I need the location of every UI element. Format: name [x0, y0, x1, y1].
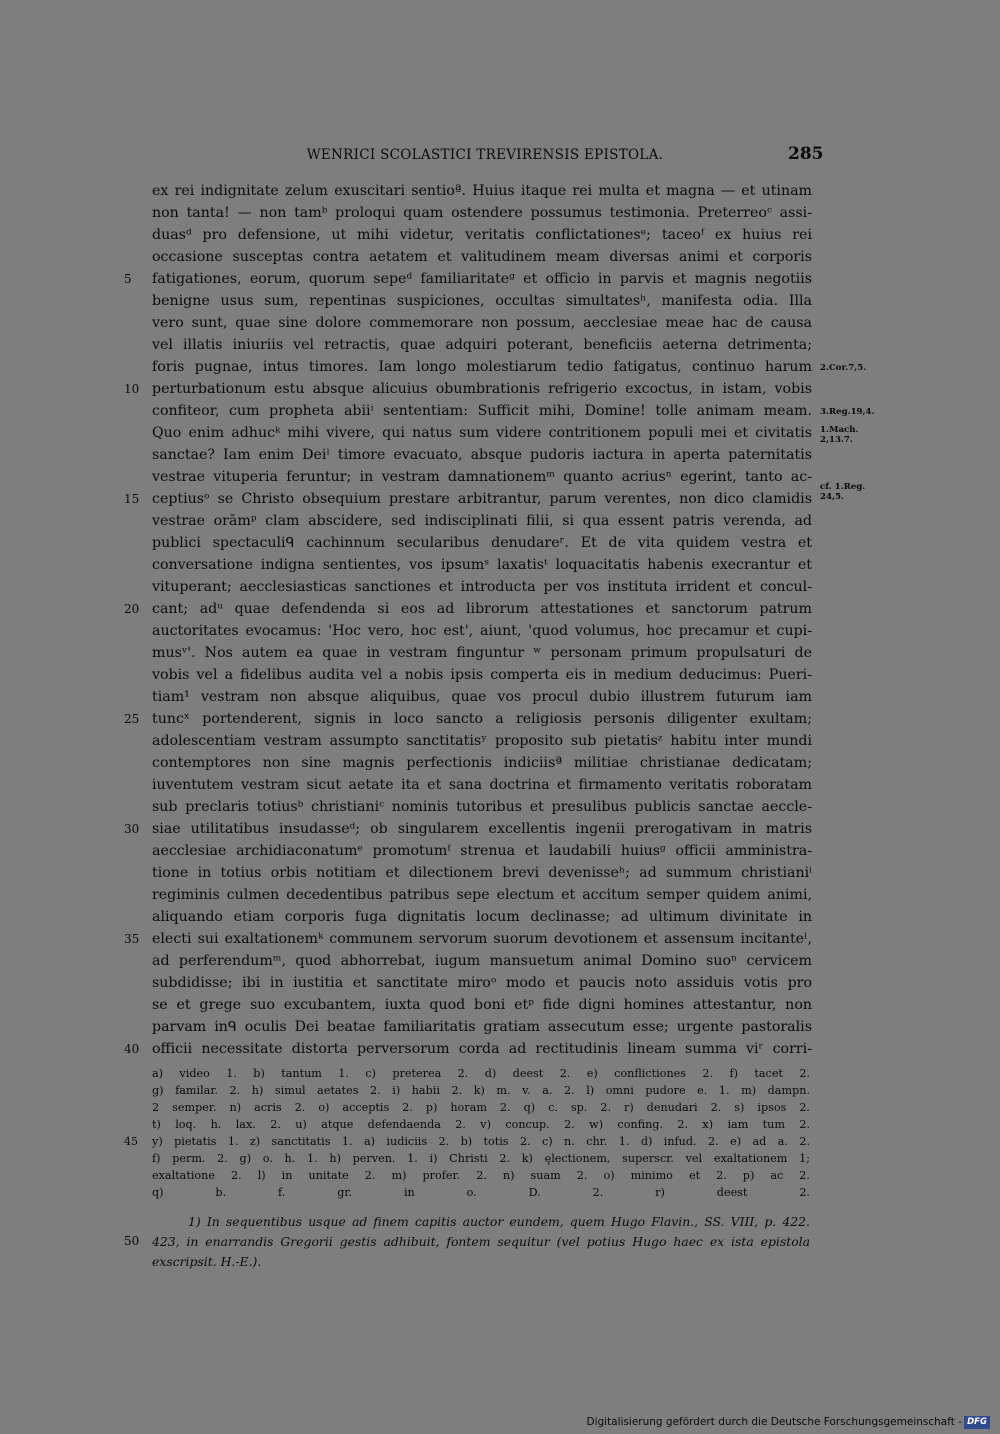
text-line: se et grege suo excubantem, iuxta quod boni etᵖ fide digni homines attestantur, non	[152, 997, 812, 1013]
line-number: 50	[124, 1234, 140, 1248]
text-line: tione in totius orbis notitiam et dilectionem brevi devenisseʰ; ad summum christianiⁱ	[152, 865, 812, 881]
line-number: 10	[124, 382, 140, 396]
text-line: perturbationum estu absque alicuius obumbrationis refrigerio excoctus, in istam, vobis	[152, 381, 812, 397]
text-line: iuventutem vestram sicut aetate ita et sana doctrina et firmamento veritatis roboratam	[152, 777, 812, 793]
text-line: aliquando etiam corporis fuga dignitatis locum declinasse; ad ultimum divinitate in	[152, 909, 812, 925]
line-number: 20	[124, 602, 140, 616]
margin-reference: 1.Mach. 2,13.7.	[820, 425, 859, 445]
line-number: 30	[124, 822, 140, 836]
note-line: 1) In sequentibus usque ad finem capitis auctor eundem, quem Hugo Flavin., SS. VIII, p. 422.	[188, 1214, 810, 1229]
text-line: ex rei indignitate zelum exuscitari sentioª. Huius itaque rei multa et magna — et utinam	[152, 183, 812, 199]
text-line: contemptores non sine magnis perfectionis indiciisª militiae christianae dedicatam;	[152, 755, 812, 771]
footnote-line: g) familar. 2. h) simul aetates 2. i) habii 2. k) m. v. a. 2. l) omni pudore e. 1. m) dampn.	[152, 1084, 810, 1097]
page-number: 285	[788, 144, 824, 164]
text-line: confiteor, cum propheta abiiⁱ sententiam: Sufficit mihi, Domine! tolle animam meam.	[152, 403, 812, 419]
margin-reference: cf. 1.Reg. 24,5.	[820, 482, 866, 502]
footnote-line: q) b. f. gr. in o. D. 2. r) deest 2.	[152, 1186, 810, 1199]
text-line: tuncˣ portenderent, signis in loco sancto a religiosis personis diligenter exultam;	[152, 711, 812, 727]
text-line: publici spectaculiᑫ cachinnum secularibus denudareʳ. Et de vita quidem vestra et	[152, 535, 812, 551]
line-number: 35	[124, 932, 140, 946]
line-number: 45	[124, 1135, 138, 1148]
dfg-logo: DFG	[964, 1416, 990, 1429]
text-line: duasᵈ pro defensione, ut mihi videtur, veritatis conflictationesᵉ; taceoᶠ ex huius rei	[152, 227, 812, 243]
text-line: Quo enim adhucᵏ mihi vivere, qui natus sum videre contritionem populi mei et civitatis	[152, 425, 812, 441]
text-line: parvam inᑫ oculis Dei beatae familiaritatis gratiam assecutum esse; urgente pastoralis	[152, 1019, 812, 1035]
line-number: 25	[124, 712, 140, 726]
line-number: 40	[124, 1042, 140, 1056]
text-line: sub preclaris totiusᵇ christianiᶜ nominis tutoribus et presulibus publicis sanctae aeccle-	[152, 799, 812, 815]
text-line: non tanta! — non tamᵇ proloqui quam ostendere possumus testimonia. Preterreoᶜ assi-	[152, 205, 812, 221]
line-number: 15	[124, 492, 140, 506]
text-line: vobis vel a fidelibus audita vel a nobis ipsis comperta eis in medium deducimus: Pueri-	[152, 667, 812, 683]
note-line: exscripsit. H.-E.).	[152, 1254, 262, 1269]
text-line: benigne usus sum, repentinas suspiciones, occultas simultatesʰ, manifesta odia. Illa	[152, 293, 812, 309]
text-line: tiam¹ vestram non absque aliquibus, quae vos procul dubio illustrem futurum iam	[152, 689, 812, 705]
footnote-line: y) pietatis 1. z) sanctitatis 1. a) iudiciis 2. b) totis 2. c) n. chr. 1. d) infud. 2. e) ad a. 2.	[152, 1135, 810, 1148]
note-line: 423, in enarrandis Gregorii gestis adhibuit, fontem sequitur (vel potius Hugo haec ex ista epistola	[152, 1234, 810, 1249]
text-line: officii necessitate distorta perversorum corda ad rectitudinis lineam summa viʳ corri-	[152, 1041, 812, 1057]
text-line: vituperant; aecclesiasticas sanctiones et introducta per vos instituta irrident et concul-	[152, 579, 812, 595]
margin-reference: 2.Cor.7,5.	[820, 363, 867, 373]
text-line: musᵛ'. Nos autem ea quae in vestram finguntur ʷ personam primum propulsaturi de	[152, 645, 812, 661]
text-line: ad perferendumᵐ, quod abhorrebat, iugum mansuetum animal Domino suoⁿ cervicem	[152, 953, 812, 969]
footnote-line: exaltatione 2. l) in unitate 2. m) profer. 2. n) suam 2. o) minimo et 2. p) ac 2.	[152, 1169, 810, 1182]
text-line: vel illatis iniuriis vel retractis, quae adquiri poterant, beneficiis aeterna detrimenta;	[152, 337, 812, 353]
text-line: vestrae vituperia feruntur; in vestram damnationemᵐ quanto acriusⁿ egerint, tanto ac-	[152, 469, 812, 485]
text-line: conversatione indigna sentientes, vos ipsumˢ laxatisᵗ loquacitatis habenis execrantur et	[152, 557, 812, 573]
running-head: WENRICI SCOLASTICI TREVIRENSIS EPISTOLA.	[306, 147, 664, 163]
text-line: fatigationes, eorum, quorum sepeᵈ familiaritateᵍ et officio in parvis et magnis negotiis	[152, 271, 812, 287]
footnote-line: t) loq. h. lax. 2. u) atque defendaenda 2. v) concup. 2. w) confing. 2. x) iam tum 2.	[152, 1118, 810, 1131]
text-line: foris pugnae, intus timores. Iam longo molestiarum tedio fatigatus, continuo harum	[152, 359, 812, 375]
text-line: vestrae orāmᵖ clam abscidere, sed indisciplinati filii, si qua essent patris verenda, ad	[152, 513, 812, 529]
text-line: cant; adᵘ quae defendenda si eos ad librorum attestationes et sanctorum patrum	[152, 601, 812, 617]
text-line: subdidisse; ibi in iustitia et sanctitate miroᵒ modo et paucis noto assiduis votis pro	[152, 975, 812, 991]
footnote-line: f) perm. 2. g) o. h. 1. h) perven. 1. i) Christi 2. k) ęlectionem, superscr. vel exaltationem 1;	[152, 1152, 810, 1165]
text-line: ceptiusᵒ se Christo obsequium prestare arbitrantur, parum verentes, non dico clamidis	[152, 491, 812, 507]
text-line: adolescentiam vestram assumpto sanctitatisʸ proposito sub pietatisᶻ habitu inter mundi	[152, 733, 812, 749]
text-line: siae utilitatibus insudasseᵈ; ob singularem excellentis ingenii prerogativam in matris	[152, 821, 812, 837]
line-number: 5	[124, 272, 132, 286]
text-line: auctoritates evocamus: 'Hoc vero, hoc est', aiunt, 'quod volumus, hoc precamur et cupi-	[152, 623, 812, 639]
text-line: regiminis culmen decedentibus patribus sepe electum et accitum semper quidem animi,	[152, 887, 812, 903]
footnote-line: 2 semper. n) acris 2. o) acceptis 2. p) horam 2. q) c. sp. 2. r) denudari 2. s) ipsos 2.	[152, 1101, 810, 1114]
digitization-credit: Digitalisierung gefördert durch die Deutsche Forschungsgemeinschaft -	[586, 1416, 962, 1428]
text-line: vero sunt, quae sine dolore commemorare non possum, aecclesiae meae hac de causa	[152, 315, 812, 331]
margin-reference: 3.Reg.19,4.	[820, 407, 875, 417]
footnote-line: a) video 1. b) tantum 1. c) preterea 2. d) deest 2. e) conflictiones 2. f) tacet 2.	[152, 1067, 810, 1080]
text-line: electi sui exaltationemᵏ communem servorum suorum devotionem et assensum incitanteˡ,	[152, 931, 812, 947]
text-line: occasione susceptas contra aetatem et valitudinem meam diversas animi et corporis	[152, 249, 812, 265]
text-line: sanctae? Iam enim Deiˡ timore evacuato, absque pudoris iactura in aperta paternitatis	[152, 447, 812, 463]
text-line: aecclesiae archidiaconatumᵉ promotumᶠ strenua et laudabili huiusᵍ officii amministra-	[152, 843, 812, 859]
